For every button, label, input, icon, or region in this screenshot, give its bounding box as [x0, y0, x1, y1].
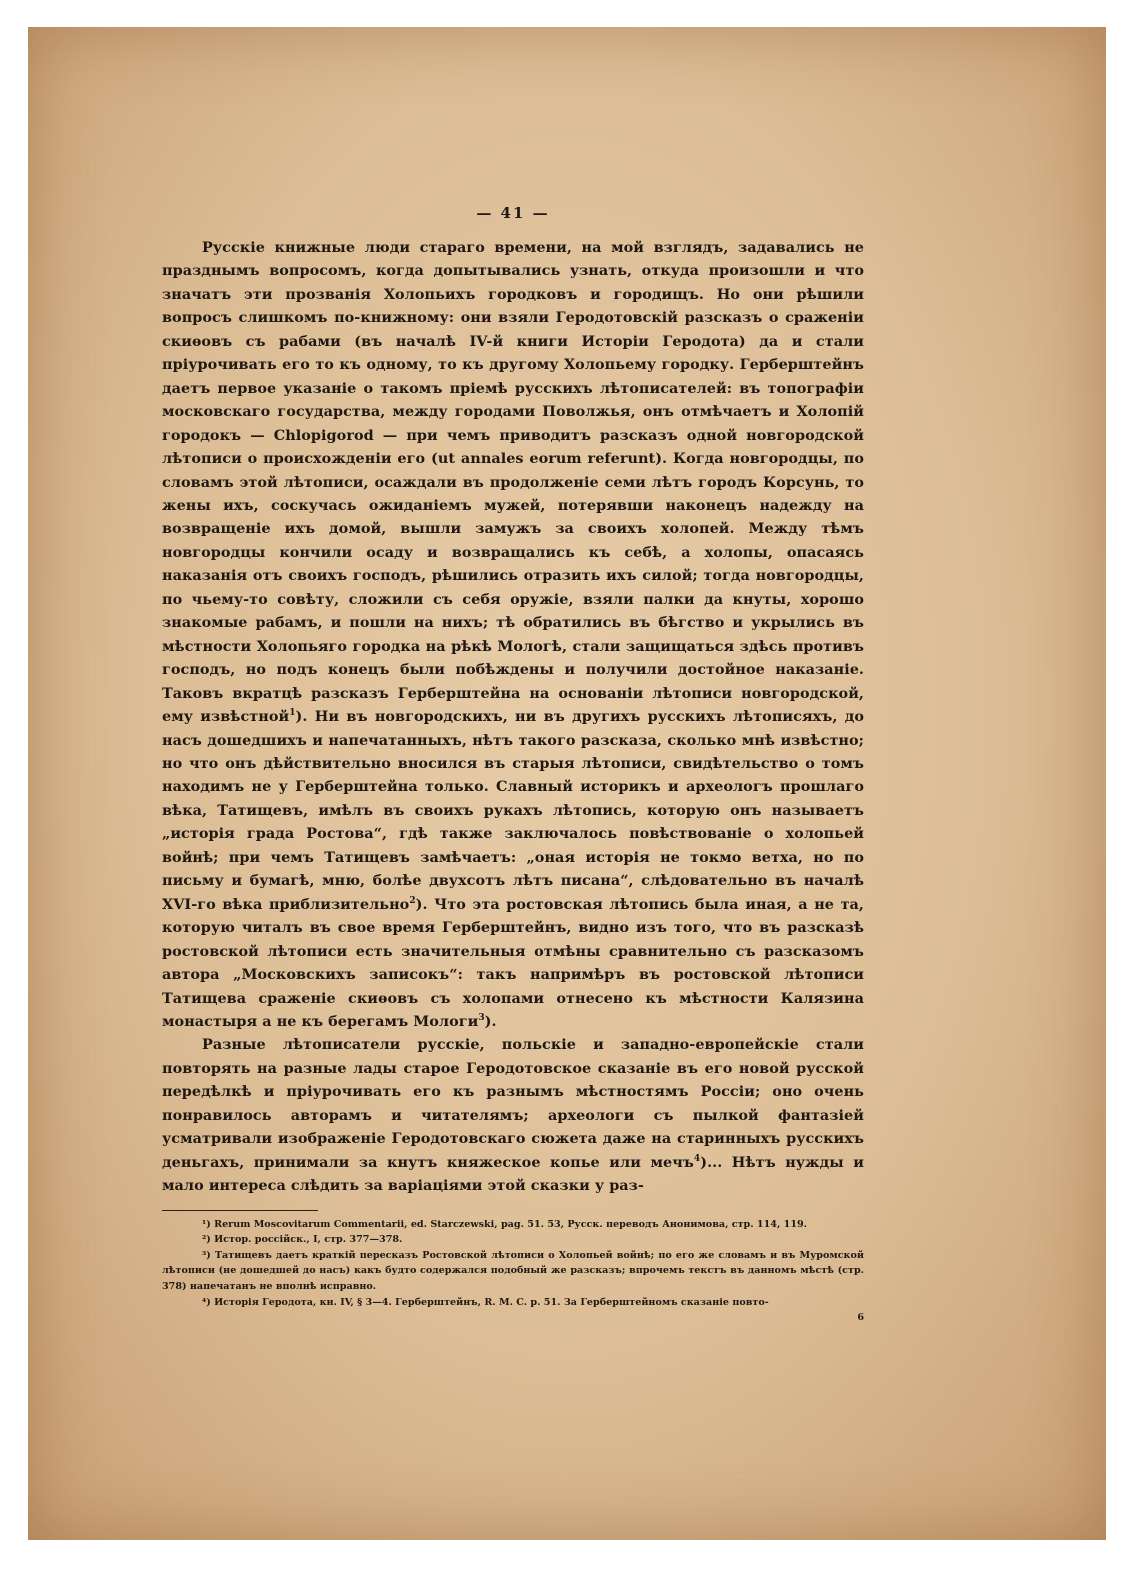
paragraph-2-text: Разные лѣтописатели русскіе, польскіе и западно-европейскіе стали повторять на разные лады старое Геродотовское сказаніе въ его новой русской передѣлкѣ и пріурочивать его къ разнымъ мѣстностямъ Россіи; оно очень понравилось авторамъ и читателямъ; археологи съ пылкой фантазіей усматривали изображеніе Геродотовскаго сюжета даже на старинныхъ русскихъ деньгахъ, принимали за кнутъ княжеское копье или мечъ: [162, 1036, 864, 1171]
footnote-text: Исторія Геродота, кн. IV, § 3—4. Герберштейнъ, R. M. C. p. 51. За Герберштейномъ сказаніе повто-: [214, 1296, 769, 1308]
paragraph-2-text-cont: )... Нѣтъ нужды и мало интереса слѣдить за варіаціями этой сказки у раз-: [162, 1153, 864, 1195]
footnotes: [162, 1217, 864, 1326]
paragraph-1-text-cont: ). Ни въ новгородскихъ, ни въ другихъ русскихъ лѣтописяхъ, до насъ дошедшихъ и напечатанныхъ, нѣтъ такого разсказа, сколько мнѣ извѣстно; но что онъ дѣйствительно вносился въ старыя лѣтописи, свидѣтельство о томъ находимъ не у Герберштейна только. Славный историкъ и археологъ прошлаго вѣка, Татищевъ, имѣлъ въ своихъ рукахъ лѣтопись, которую онъ называетъ „исторія града Ростова“, гдѣ также заключалось повѣствованіе о холопьей войнѣ; при чемъ Татищевъ замѣчаетъ: „оная исторія не токмо ветха, но по письму и бумагѣ, мню, болѣе двухсотъ лѣтъ писана“, слѣдовательно въ началѣ XVI-го вѣка приблизительно: [162, 708, 864, 913]
footnote-ref-2: 2: [409, 895, 416, 906]
paragraph-1: [162, 236, 864, 1033]
footnote-ref-3: 3: [478, 1013, 485, 1024]
footnote-1: [162, 1217, 864, 1233]
paragraph-2: [162, 1033, 864, 1197]
footnote-2: [162, 1232, 864, 1248]
paragraph-1-end: ).: [484, 1012, 497, 1030]
footnote-divider: [162, 1210, 318, 1211]
footnote-4: [162, 1295, 864, 1311]
page-text: [162, 204, 864, 1326]
footnote-mark: ³): [202, 1249, 215, 1261]
footnote-3: [162, 1248, 864, 1295]
page-number: — 41 —: [476, 204, 550, 222]
footnote-mark: ²): [202, 1234, 215, 1246]
footnote-ref-1: 1: [289, 708, 296, 719]
footnote-ref-4: 4: [693, 1153, 701, 1164]
footnote-mark: ⁴): [202, 1296, 215, 1308]
footnote-mark: ¹): [202, 1218, 215, 1230]
footnote-text: Истор. россійск., I, стр. 377—378.: [214, 1234, 403, 1246]
paragraph-1-text-cont2: ). Что эта ростовская лѣтопись была иная, а не та, которую читалъ въ свое время Герберштейнъ, видно изъ того, что въ разсказѣ ростовской лѣтописи есть значительныя отмѣны сравнительно съ разсказомъ автора „Московскихъ записокъ“: такъ напримѣръ въ ростовской лѣтописи Татищева сраженіе скиѳовъ съ холопами отнесено къ мѣстности Калязина монастыря а не къ берегамъ Мологи: [162, 895, 864, 1030]
footnote-text: Rerum Moscovitarum Commentarii, ed. Starczewski, pag. 51. 53, Русск. переводъ Анонимова, стр. 114, 119.: [214, 1218, 808, 1230]
paragraph-1-text: Русскіе книжные люди стараго времени, на мой взглядъ, задавались не празднымъ вопросомъ, когда допытывались узнать, откуда произошли и что значатъ эти прозванія Холопьихъ городковъ и городищъ. Но они рѣшили вопросъ слишкомъ по-книжному: они взяли Геродотовскій разсказъ о сраженіи скиѳовъ съ рабами (въ началѣ IV-й книги Исторіи Геродота) да и стали пріурочивать его то къ одному, то къ другому Холопьему городку. Герберштейнъ даетъ первое указаніе о такомъ пріемѣ русскихъ лѣтописателей: въ топографіи московскаго государства, между городами Поволжья, онъ отмѣчаетъ и Холопій городокъ — Chlopigorod — при чемъ приводитъ разсказъ одной новгородской лѣтописи о происхожденіи его (ut annales eorum referunt). Когда новгородцы, по словамъ этой лѣтописи, осаждали въ продолженіе семи лѣтъ городъ Корсунь, то жены ихъ, соскучась ожиданіемъ мужей, потерявши наконецъ надежду на возвращеніе ихъ домой, вышли замужъ за своихъ холопей. Между тѣмъ новгородцы кончили осаду и возвращались къ себѣ, а холопы, опасаясь наказанія отъ своихъ господъ, рѣшились отразить ихъ силой; тогда новгородцы, по чьему-то совѣту, сложили съ себя оружіе, взяли палки да кнуты, хорошо знакомые рабамъ, и пошли на нихъ; тѣ обратились въ бѣгство и укрылись въ мѣстности Холопьяго городка на рѣкѣ Мологѣ, стали защищаться здѣсь противъ господъ, но подъ конецъ были побѣждены и получили достойное наказаніе. Таковъ вкратцѣ разсказъ Герберштейна на основаніи лѣтописи новгородской, ему извѣстной: [162, 239, 864, 726]
footnote-text: Татищевъ даетъ краткій пересказъ Ростовской лѣтописи о Холопьей войнѣ; по его же словамъ и въ Муромской лѣтописи (не дошедшей до насъ) какъ будто содержался подобный же разсказъ; впрочемъ текстъ въ данномъ мѣстѣ (стр. 378) напечатанъ не вполнѣ исправно.: [162, 1249, 864, 1292]
sheet-signature: 6: [857, 1312, 864, 1324]
